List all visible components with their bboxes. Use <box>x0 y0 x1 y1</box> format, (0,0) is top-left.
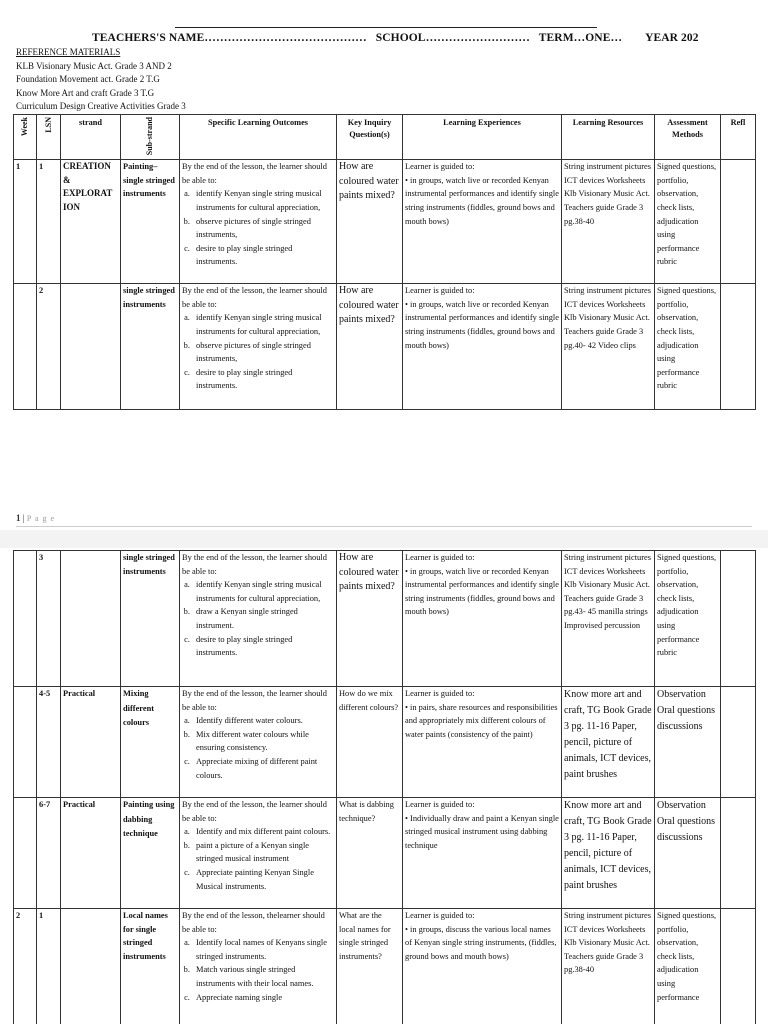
substrand-cell: Painting using dabbing technique <box>121 798 180 909</box>
table-row <box>14 160 756 284</box>
outcome-item: c. Appreciate painting Kenyan Single Musical instruments. <box>192 866 334 893</box>
refl-cell <box>721 909 756 1024</box>
week-cell: 1 <box>14 160 37 284</box>
col-inquiry: Key Inquiry Question(s) <box>337 115 403 160</box>
strand-cell: CREATION & EXPLORAT ION <box>61 160 121 284</box>
refl-cell <box>721 687 756 798</box>
experience-cell <box>403 551 562 687</box>
lsn-cell: 3 <box>37 551 61 687</box>
outcome-item: a. identify Kenyan single string musical instruments for cultural appreciation, <box>192 578 334 605</box>
col-refl: Refl <box>721 115 756 160</box>
resources-cell: String instrument pictures ICT devices Worksheets Klb Visionary Music Act. Teachers guide Grade 3 pg.40- 42 Video clips <box>562 284 655 410</box>
table-row <box>14 551 756 687</box>
outcome-item: a. Identify local names of Kenyans single stringed instruments. <box>192 936 334 963</box>
outcome-item: c. Appreciate mixing of different paint colours. <box>192 755 334 782</box>
outcomes-cell <box>180 160 337 284</box>
col-resources: Learning Resources <box>562 115 655 160</box>
experience-cell <box>403 798 562 909</box>
substrand-cell: single stringed instruments <box>121 284 180 410</box>
experience-text: • in groups, watch live or recorded Kenyan instrumental performances and identify single string instruments (fiddles, ground bows and mouth bows) <box>405 175 559 226</box>
col-outcomes: Specific Learning Outcomes <box>180 115 337 160</box>
outcomes-intro: By the end of the lesson, the learner should be able to: <box>182 800 327 823</box>
substrand-cell: single stringed instruments <box>121 551 180 687</box>
assessment-cell: Observation Oral questions discussions <box>655 798 721 909</box>
outcome-item: b. Match various single stringed instruments with their local names. <box>192 963 334 990</box>
outcome-item: b. observe pictures of single stringed instruments, <box>192 215 334 242</box>
lsn-cell: 6-7 <box>37 798 61 909</box>
strand-cell: Practical <box>61 798 121 909</box>
outcome-item: b. paint a picture of a Kenyan single stringed musical instrument <box>192 839 334 866</box>
experience-text: • in groups, watch live or recorded Kenyan instrumental performances and identify single string instruments (fiddles, ground bows and mouth bows) <box>405 566 559 617</box>
table-row <box>14 909 756 1024</box>
refl-cell <box>721 798 756 909</box>
refl-cell <box>721 551 756 687</box>
substrand-cell: Local names for single stringed instruments <box>121 909 180 1024</box>
table-row <box>14 687 756 798</box>
page-gap <box>0 530 768 548</box>
resources-cell: String instrument pictures ICT devices Worksheets Klb Visionary Music Act. Teachers guide Grade 3 pg.43- 45 manilla strings Improvised percussion <box>562 551 655 687</box>
outcome-item: b. Mix different water colours while ensuring consistency. <box>192 728 334 755</box>
outcome-item: c. desire to play single stringed instruments. <box>192 242 334 269</box>
col-strand: strand <box>61 115 121 160</box>
assessment-cell: Signed questions, portfolio, observation, check lists, adjudication using performance rubric <box>655 551 721 687</box>
strand-cell <box>61 551 121 687</box>
term-field: TERM…ONE… <box>538 32 623 44</box>
outcome-item: c. Appreciate naming single <box>192 991 334 1005</box>
inquiry-cell: What are the local names for single stringed instruments? <box>337 909 403 1024</box>
footer-rule <box>16 526 752 527</box>
resources-cell: String instrument pictures ICT devices Worksheets Klb Visionary Music Act. Teachers guide Grade 3 pg.38-40 <box>562 909 655 1024</box>
lsn-cell: 1 <box>37 160 61 284</box>
refl-cell <box>721 284 756 410</box>
experience-cell <box>403 687 562 798</box>
inquiry-cell: What is dabbing technique? <box>337 798 403 909</box>
inquiry-cell: How are coloured water paints mixed? <box>337 551 403 687</box>
outcome-item: b. draw a Kenyan single stringed instrument. <box>192 605 334 632</box>
outcome-item: b. observe pictures of single stringed instruments, <box>192 339 334 366</box>
page-two <box>0 548 768 1024</box>
page-footer: 1 | P a g e <box>16 513 56 523</box>
assessment-cell: Signed questions, portfolio, observation, check lists, adjudication using performance rubric <box>655 284 721 410</box>
scheme-table-page2 <box>13 550 756 1024</box>
teachers-name-field: TEACHERS'S NAME…………………………………… <box>92 32 367 44</box>
experience-cell <box>403 284 562 410</box>
col-lsn: LSN <box>37 115 61 160</box>
reference-title: REFERENCE MATERIALS <box>16 47 121 57</box>
week-cell: 2 <box>14 909 37 1024</box>
strand-cell <box>61 284 121 410</box>
outcomes-intro: By the end of the lesson, the learner should be able to: <box>182 162 327 185</box>
outcome-item: a. Identify different water colours. <box>192 714 334 728</box>
strand-cell <box>61 909 121 1024</box>
outcomes-cell <box>180 909 337 1024</box>
page-number: 1 <box>16 513 21 523</box>
reference-item: KLB Visionary Music Act. Grade 3 AND 2 <box>16 60 172 71</box>
substrand-cell: Mixing different colours <box>121 687 180 798</box>
lsn-cell: 2 <box>37 284 61 410</box>
assessment-cell: Observation Oral questions discussions <box>655 687 721 798</box>
experience-intro: Learner is guided to: <box>405 689 475 698</box>
col-experiences: Learning Experiences <box>403 115 562 160</box>
week-cell <box>14 687 37 798</box>
inquiry-cell: How do we mix different colours? <box>337 687 403 798</box>
outcome-item: a. Identify and mix different paint colours. <box>192 825 334 839</box>
resources-cell: Know more art and craft, TG Book Grade 3 pg. 11-16 Paper, pencil, picture of animals, ICT devices, paint brushes <box>562 798 655 909</box>
inquiry-cell: How are coloured water paints mixed? <box>337 284 403 410</box>
experience-intro: Learner is guided to: <box>405 286 475 296</box>
experience-text: • in groups, discuss the various local names of Kenyan single string instruments, (fiddles, ground bows and mouth bows) <box>405 924 557 961</box>
week-cell <box>14 798 37 909</box>
reference-item: Know More Art and craft Grade 3 T.G <box>16 87 155 98</box>
table-row <box>14 284 756 410</box>
experience-intro: Learner is guided to: <box>405 800 475 809</box>
scheme-table-page1 <box>13 114 756 410</box>
reference-item: Foundation Movement act. Grade 2 T.G <box>16 74 160 84</box>
outcomes-cell <box>180 551 337 687</box>
lsn-cell: 4-5 <box>37 687 61 798</box>
experience-intro: Learner is guided to: <box>405 162 475 172</box>
lsn-cell: 1 <box>37 909 61 1024</box>
week-cell <box>14 551 37 687</box>
col-substrand: Sub-strand <box>121 115 180 160</box>
experience-cell <box>403 160 562 284</box>
experience-intro: Learner is guided to: <box>405 553 475 562</box>
outcomes-intro: By the end of the lesson, the learner should be able to: <box>182 689 327 712</box>
page-label: P a g e <box>26 514 56 523</box>
col-assessment: Assessment Methods <box>655 115 721 160</box>
week-cell <box>14 284 37 410</box>
resources-cell: String instrument pictures ICT devices Worksheets Klb Visionary Music Act. Teachers guide Grade 3 pg.38-40 <box>562 160 655 284</box>
outcomes-intro: By the end of the lesson, the learner should be able to: <box>182 553 327 576</box>
experience-text: • in pairs, share resources and responsibilities and appropriately mix different colours of water paints (consistency of the paint) <box>405 702 558 739</box>
assessment-cell: Signed questions, portfolio, observation, check lists, adjudication using performance <box>655 909 721 1024</box>
table-row <box>14 798 756 909</box>
outcome-item: a. identify Kenyan single string musical instruments for cultural appreciation, <box>192 311 334 338</box>
experience-text: • Individually draw and paint a Kenyan single stringed musical instrument using dabbing technique <box>405 813 559 850</box>
experience-cell <box>403 909 562 1024</box>
school-field: SCHOOL……………………… <box>375 32 530 44</box>
outcomes-intro: By the end of the lesson, the learner should be able to: <box>182 286 327 309</box>
outcomes-intro: By the end of the lesson, thelearner should be able to: <box>182 911 325 934</box>
reference-item: Curriculum Design Creative Activities Grade 3 <box>16 101 186 111</box>
experience-text: • in groups, watch live or recorded Kenyan instrumental performances and identify single string instruments (fiddles, ground bows and mouth bows) <box>405 299 559 350</box>
outcome-item: a. identify Kenyan single string musical instruments for cultural appreciation, <box>192 187 334 214</box>
col-week: Week <box>14 115 37 160</box>
year-field: YEAR 202 <box>645 32 699 44</box>
strand-cell: Practical <box>61 687 121 798</box>
outcomes-cell <box>180 798 337 909</box>
header-rule <box>175 27 597 28</box>
inquiry-cell: How are coloured water paints mixed? <box>337 160 403 284</box>
substrand-cell: Painting– single stringed instruments <box>121 160 180 284</box>
document-header <box>92 32 699 44</box>
outcomes-cell <box>180 284 337 410</box>
outcome-item: c. desire to play single stringed instruments. <box>192 633 334 660</box>
refl-cell <box>721 160 756 284</box>
outcome-item: c. desire to play single stringed instruments. <box>192 366 334 393</box>
resources-cell: Know more art and craft, TG Book Grade 3 pg. 11-16 Paper, pencil, picture of animals, ICT devices, paint brushes <box>562 687 655 798</box>
assessment-cell: Signed questions, portfolio, observation, check lists, adjudication using performance rubric <box>655 160 721 284</box>
outcomes-cell <box>180 687 337 798</box>
reference-materials <box>16 46 186 114</box>
table-header-row <box>14 115 756 160</box>
experience-intro: Learner is guided to: <box>405 911 475 920</box>
